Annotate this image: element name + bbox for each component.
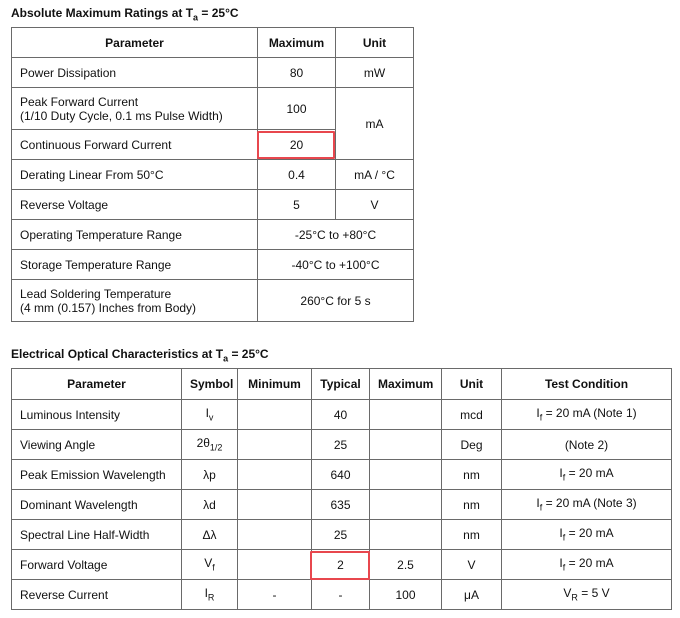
table-row: Reverse Current $I_R$ - - 100 μA $V_R = 5$ V: [12, 580, 672, 610]
table-row: Power Dissipation 80 mW: [12, 58, 414, 88]
forward-voltage-typical: 2: [312, 550, 370, 580]
abs-max-table: [11, 27, 414, 322]
table-row: Reverse Voltage 5 V: [12, 190, 414, 220]
continuous-current-value: 20: [258, 130, 336, 160]
shared-unit-cell: mA: [336, 88, 414, 160]
abs-max-title: Absolute Maximum Ratings at $T_a = 25^\circ C$: [11, 6, 239, 23]
eo-title: Electrical Optical Characteristics at $T_a = 25^\circ C$: [11, 347, 269, 364]
table-row: Forward Voltage $V_f$ 2 2.5 V $I_f = 20$ mA: [12, 550, 672, 580]
table-row: Storage Temperature Range -40°C to +100°C: [12, 250, 414, 280]
table-row: Lead Soldering Temperature (4 mm (0.157) Inches from Body) 260°C for 5 s: [12, 280, 414, 322]
table-row: Continuous Forward Current 20: [12, 130, 414, 160]
header-maximum: Maximum: [258, 28, 336, 58]
table-row: Spectral Line Half-Width Δλ 25 nm $I_f = 20$ mA: [12, 520, 672, 550]
table-row: Derating Linear From 50°C 0.4 mA / °C: [12, 160, 414, 190]
table-header-row: [12, 28, 414, 58]
table-row: Luminous Intensity $I_v$ 40 mcd $I_f = 20$ mA (Note 1): [12, 400, 672, 430]
header-unit: Unit: [336, 28, 414, 58]
header-parameter: Parameter: [12, 28, 258, 58]
table-row: Viewing Angle $2\theta_{1/2}$ 25 Deg (Note 2): [12, 430, 672, 460]
table-row: Dominant Wavelength λd 635 nm $I_f = 20$ mA (Note 3): [12, 490, 672, 520]
table-row: Peak Forward Current (1/10 Duty Cycle, 0.1 ms Pulse Width) 100 mA: [12, 88, 414, 130]
table-row: Operating Temperature Range -25°C to +80°C: [12, 220, 414, 250]
eo-table: [11, 368, 672, 610]
table-row: Peak Emission Wavelength λp 640 nm $I_f = 20$ mA: [12, 460, 672, 490]
table-header-row: Parameter Symbol Minimum Typical Maximum Unit Test Condition: [12, 369, 672, 400]
